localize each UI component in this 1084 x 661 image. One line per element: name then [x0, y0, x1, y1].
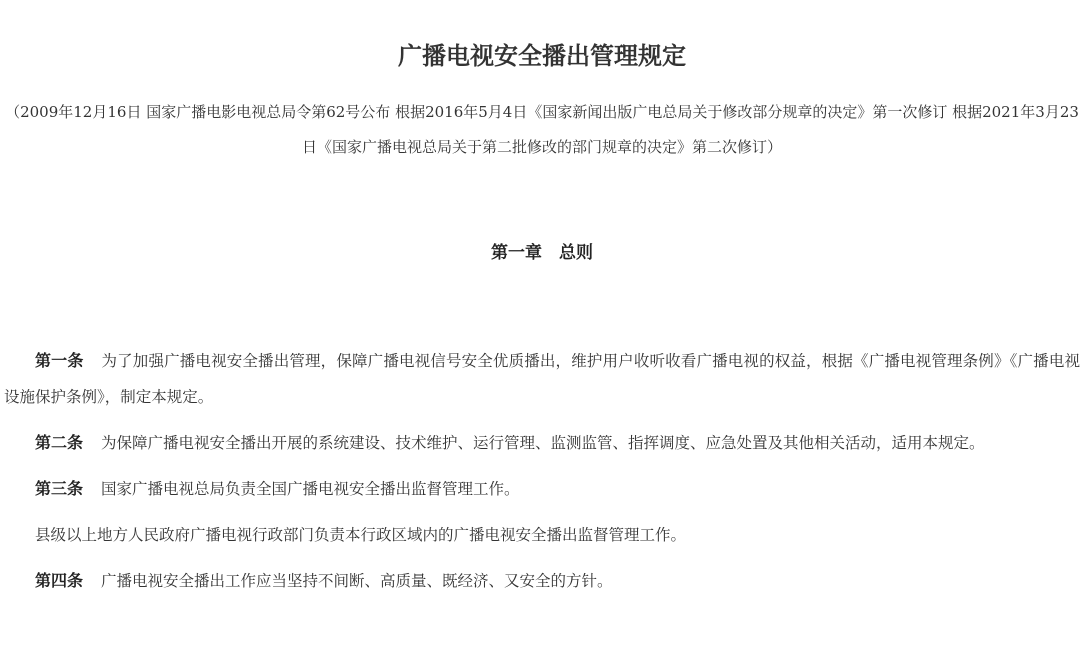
- chapter-heading: 第一章 总则: [491, 243, 593, 263]
- article-list: [4, 343, 1080, 609]
- article-3-paragraph-2-text: 县级以上地方人民政府广播电视行政部门负责本行政区域内的广播电视安全播出监督管理工作。: [35, 526, 687, 544]
- document-title: 广播电视安全播出管理规定: [398, 42, 686, 70]
- article-3-paragraph-2: [4, 517, 1080, 553]
- article-3-text: 国家广播电视总局负责全国广播电视安全播出监督管理工作。: [101, 480, 520, 498]
- article-4-text: 广播电视安全播出工作应当坚持不间断、高质量、既经济、又安全的方针。: [101, 572, 613, 590]
- article-1-number: 第一条: [35, 351, 84, 370]
- article-4: [4, 563, 1080, 599]
- article-1-text: 为了加强广播电视安全播出管理，保障广播电视信号安全优质播出，维护用户收听收看广播电视的权益，根据《广播电视管理条例》《广播电视设施保护条例》，制定本规定。: [4, 352, 1080, 406]
- article-2: [4, 425, 1080, 461]
- article-2-number: 第二条: [35, 433, 84, 452]
- article-3-number: 第三条: [35, 479, 84, 498]
- article-2-text: 为保障广播电视安全播出开展的系统建设、技术维护、运行管理、监测监管、指挥调度、应急处置及其他相关活动，适用本规定。: [101, 434, 985, 452]
- article-1: [4, 343, 1080, 415]
- document-subtitle: （2009年12月16日 国家广播电影电视总局令第62号公布 根据2016年5月4日《国家新闻出版广电总局关于修改部分规章的决定》第一次修订 根据2021年3月23日《国家广播电视总局关于第二批修改的部门规章的决定》第二次修订）: [5, 103, 1079, 156]
- article-3: [4, 471, 1080, 507]
- article-4-number: 第四条: [35, 571, 84, 590]
